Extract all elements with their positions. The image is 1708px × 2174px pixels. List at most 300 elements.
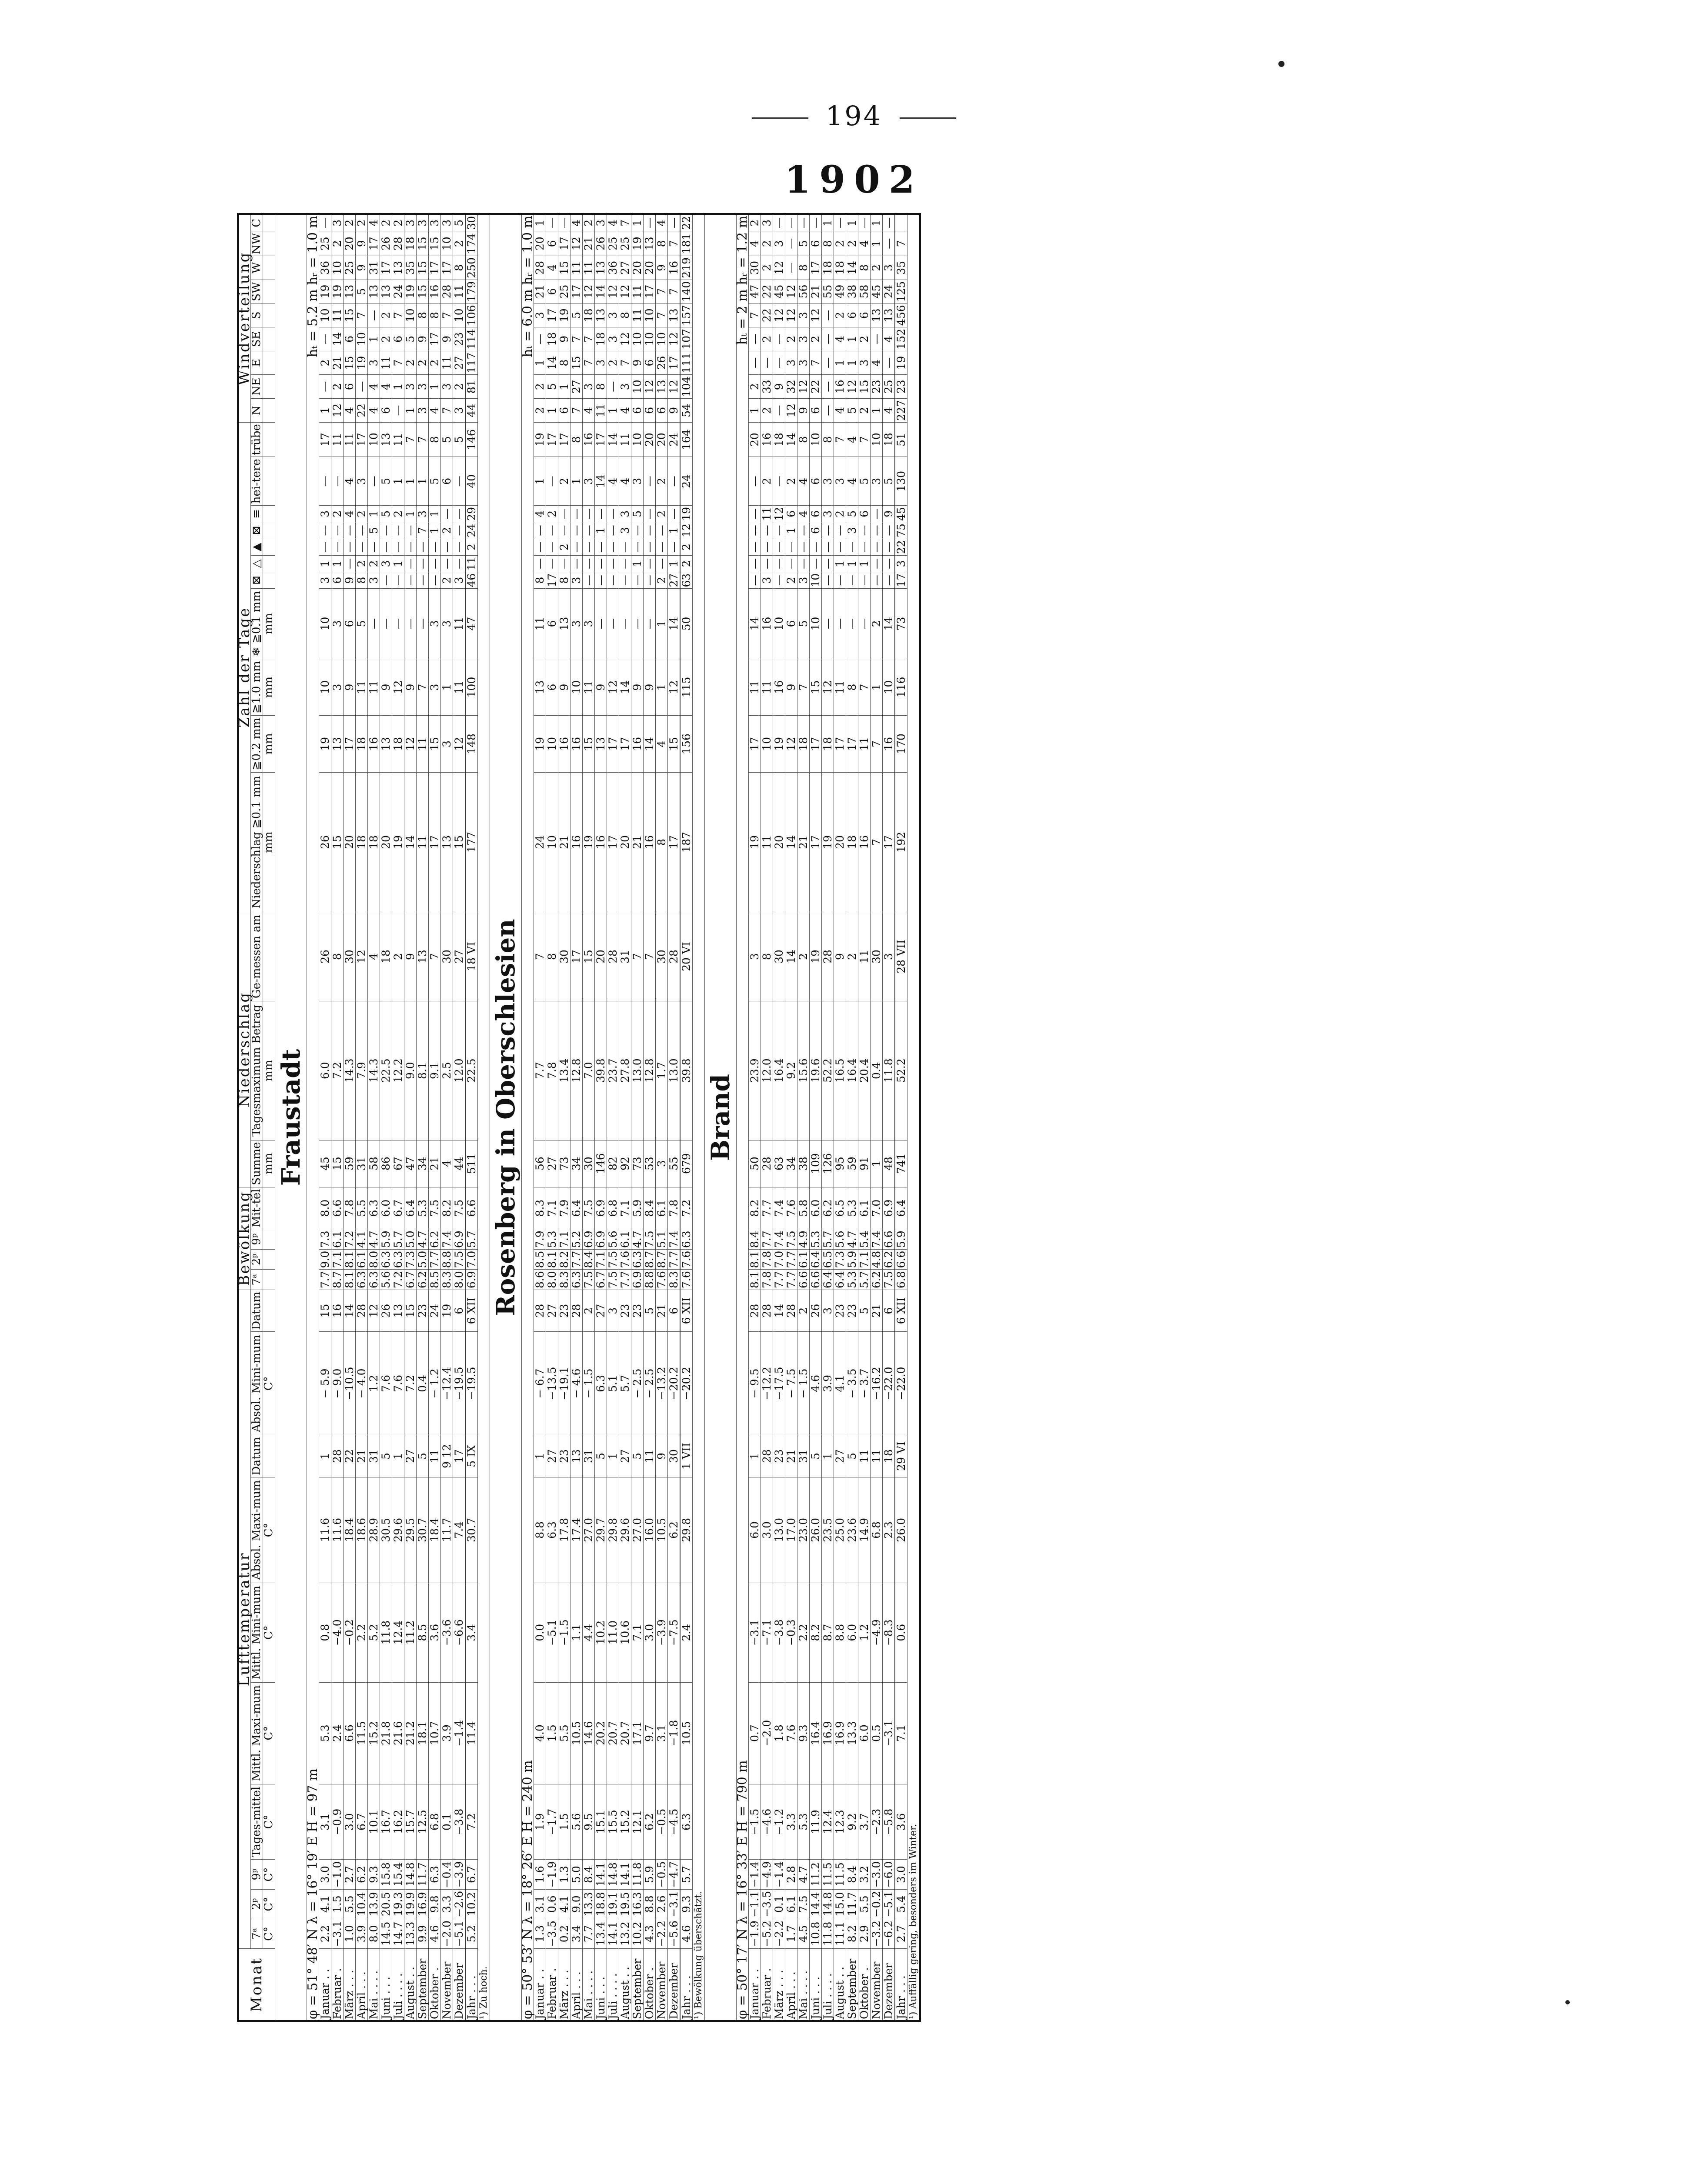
unit-header (263, 1187, 275, 1229)
table-cell: 19.6 (810, 1001, 822, 1140)
month-label: März . . . (773, 1949, 785, 2021)
table-cell: 6 (883, 1290, 895, 1332)
table-cell: 13.9 (368, 1889, 380, 1919)
table-cell: 9.7 (644, 1682, 656, 1784)
table-cell: — (883, 231, 895, 256)
table-cell: 115 (680, 659, 693, 715)
table-cell: 8.2 (810, 1583, 822, 1682)
table-cell: 11.7 (846, 1889, 858, 1919)
table-cell: — (558, 555, 570, 572)
table-cell: 4.1 (319, 1889, 331, 1919)
table-cell: 2 (558, 457, 570, 506)
month-label: Jahr . . . (680, 1949, 693, 2021)
table-cell: 14.8 (404, 1860, 417, 1889)
wind-instrument-height: hₜ = 5.2 m hᵣ = 1.0 m (307, 214, 319, 716)
table-cell: 12 (785, 303, 797, 327)
table-cell: 30 (749, 256, 761, 280)
table-cell: 5.6 (570, 1784, 583, 1860)
table-cell: −5.1 (883, 1889, 895, 1919)
table-cell: 5.5 (344, 1889, 356, 1919)
table-cell: 8 (858, 256, 871, 280)
table-row (631, 214, 644, 2021)
table-cell: 1 (631, 214, 644, 231)
table-row (883, 214, 895, 2021)
table-cell: 8.7 (822, 1583, 834, 1682)
table-cell: 4 (846, 422, 858, 457)
table-cell: 81 (465, 375, 478, 399)
table-cell: 7.5 (607, 1249, 619, 1269)
station-coord-row (737, 214, 749, 2021)
table-cell: 8 (546, 912, 558, 1001)
table-cell: 9 (644, 659, 656, 715)
table-cell: 27 (546, 1435, 558, 1477)
table-cell: — (822, 555, 834, 572)
year-title: 1902 (784, 158, 924, 202)
table-cell: 22 (810, 375, 822, 399)
table-cell: 11 (392, 422, 404, 457)
table-cell: 179 (465, 280, 478, 303)
table-cell: 15 (331, 1140, 344, 1187)
table-cell: 6.2 (644, 1784, 656, 1860)
table-cell: 3 (785, 351, 797, 375)
table-cell: 28 (570, 1290, 583, 1332)
table-cell: 7.0 (465, 1249, 478, 1269)
table-cell: 126 (822, 1140, 834, 1187)
table-cell: — (810, 539, 822, 555)
table-cell: 6.5 (822, 1249, 834, 1269)
table-cell: 18 (356, 772, 368, 912)
table-cell: 7.6 (619, 1249, 631, 1269)
table-cell: — (644, 457, 656, 506)
table-cell: 2 (834, 231, 846, 256)
column-header: ≡ (251, 506, 263, 522)
table-cell: 6.3 (595, 1332, 607, 1435)
table-cell: 4 (656, 716, 668, 772)
table-cell: 9.9 (417, 1919, 429, 1948)
table-cell: 9 (344, 572, 356, 588)
table-cell: — (749, 555, 761, 572)
table-cell: 32 (785, 375, 797, 399)
table-cell: 6 (441, 457, 453, 506)
table-cell: 5.9 (644, 1860, 656, 1889)
table-cell: 1 (668, 522, 681, 539)
table-cell: 15 (570, 351, 583, 375)
table-cell: — (785, 214, 797, 231)
footnote: ¹) Auffällig gering, besonders im Winter. (908, 1824, 919, 2019)
table-cell: 8 (534, 572, 546, 588)
table-cell: 9 12 (441, 1435, 453, 1477)
table-cell: 31 (368, 256, 380, 280)
table-cell: 8.0 (546, 1270, 558, 1290)
table-cell: 3 (319, 506, 331, 522)
table-cell: 6.0 (846, 1583, 858, 1682)
table-cell: 21 (785, 1435, 797, 1477)
table-cell: 12 (570, 231, 583, 256)
table-cell: −2.3 (871, 1784, 883, 1860)
table-cell: 5 (846, 1435, 858, 1477)
table-cell: 11 (570, 256, 583, 280)
table-cell: — (595, 539, 607, 555)
table-cell: 116 (895, 659, 907, 715)
table-cell: 4 (834, 399, 846, 423)
table-cell: 6 (785, 506, 797, 522)
month-label: September (417, 1949, 429, 2021)
table-cell: 14.9 (858, 1477, 871, 1583)
table-cell: 1 (534, 214, 546, 231)
table-cell: 9 (656, 1435, 668, 1477)
table-cell: — (773, 522, 785, 539)
table-cell: 4 (846, 457, 858, 506)
table-cell: — (583, 572, 595, 588)
table-cell: 2.6 (656, 1889, 668, 1919)
table-cell: 3 (607, 1290, 619, 1332)
table-cell: — (631, 522, 644, 539)
table-cell: 17 (895, 572, 907, 588)
table-cell: 6.6 (810, 1270, 822, 1290)
table-cell: 12 (619, 327, 631, 351)
table-cell: — (534, 522, 546, 539)
table-cell: 20 (749, 422, 761, 457)
month-label: Februar . (331, 1949, 344, 2021)
table-cell: 3 (834, 457, 846, 506)
table-cell: 22.5 (465, 1001, 478, 1140)
table-cell: — (846, 572, 858, 588)
table-cell: −3.5 (761, 1889, 773, 1919)
table-cell: 2.5 (441, 1001, 453, 1140)
table-cell: 21 (534, 280, 546, 303)
table-cell: 21 (656, 1290, 668, 1332)
table-cell: −22.0 (895, 1332, 907, 1435)
table-cell: 5.7 (619, 1332, 631, 1435)
table-cell: 63 (773, 1140, 785, 1187)
table-cell: 5.4 (858, 1229, 871, 1249)
table-cell: 18 (883, 422, 895, 457)
table-cell: — (785, 539, 797, 555)
table-cell: — (668, 457, 681, 506)
table-cell: −2.2 (773, 1919, 785, 1948)
table-cell: 7.5 (883, 1270, 895, 1290)
table-cell: 4 (858, 231, 871, 256)
table-cell: 5 (356, 280, 368, 303)
table-row (558, 214, 570, 2021)
table-cell: 20 (656, 422, 668, 457)
table-row (331, 214, 344, 2021)
column-header: ⊠ (251, 522, 263, 539)
table-cell: 2.2 (356, 1583, 368, 1682)
table-cell: 45 (319, 1140, 331, 1187)
station-name: Rosenberg in Oberschlesien (490, 214, 522, 2021)
table-cell: — (644, 506, 656, 522)
table-cell: 3 (331, 214, 344, 231)
table-cell: 21 (583, 231, 595, 256)
table-cell: 7.5 (453, 1187, 466, 1229)
table-cell: 21 (356, 1435, 368, 1477)
table-cell: 2.2 (319, 1919, 331, 1948)
table-cell: 10 (631, 422, 644, 457)
table-cell: 15.0 (834, 1889, 846, 1919)
table-cell: 13.2 (619, 1919, 631, 1948)
table-cell: 26 (319, 912, 331, 1001)
table-cell: 23 (895, 375, 907, 399)
table-cell: 28 (331, 1435, 344, 1477)
table-cell: 13 (380, 280, 392, 303)
table-cell: 7.4 (453, 1477, 466, 1583)
table-cell: 5.6 (834, 1229, 846, 1249)
table-cell: 11 (761, 772, 773, 912)
table-cell: 9 (356, 231, 368, 256)
table-cell: 25 (558, 280, 570, 303)
table-cell: 181 (680, 231, 693, 256)
table-cell: 114 (465, 327, 478, 351)
table-cell: 3 (797, 327, 810, 351)
table-cell: 10 (368, 422, 380, 457)
table-cell: −3.9 (453, 1860, 466, 1889)
table-cell: 4 (570, 214, 583, 231)
table-cell: — (810, 555, 822, 572)
table-cell: 3.0 (761, 1477, 773, 1583)
table-cell: 8.4 (846, 1860, 858, 1889)
table-cell: 18 (404, 231, 417, 256)
table-cell: − 5.9 (319, 1332, 331, 1435)
table-cell: 7.7 (785, 1270, 797, 1290)
table-cell: 44 (465, 399, 478, 423)
table-cell: 1 (441, 659, 453, 715)
table-cell: 7.1 (858, 1249, 871, 1269)
table-cell: — (822, 539, 834, 555)
table-cell: — (773, 399, 785, 423)
table-cell: −1.9 (749, 1919, 761, 1948)
table-cell: 7 (417, 522, 429, 539)
table-cell: 12.3 (834, 1784, 846, 1860)
table-cell: 9.3 (680, 1889, 693, 1919)
table-cell: 2 (429, 351, 441, 375)
wind-instrument-height: hₜ = 6.0 m hᵣ = 1.0 m (522, 214, 534, 716)
table-cell: 8.7 (656, 1249, 668, 1269)
table-cell: 9 (883, 506, 895, 522)
column-header: S (251, 303, 263, 327)
table-cell: 1 (631, 555, 644, 572)
table-cell: 146 (595, 1140, 607, 1187)
table-cell: 2 (810, 327, 822, 351)
table-cell: 125 (895, 280, 907, 303)
table-cell: 20 (344, 772, 356, 912)
table-cell: 6.4 (895, 1187, 907, 1229)
table-cell: 6 (656, 399, 668, 423)
month-label: November (656, 1949, 668, 2021)
table-cell: 4 (749, 231, 761, 256)
table-cell: — (441, 555, 453, 572)
table-cell: — (595, 555, 607, 572)
table-cell: 10 (761, 716, 773, 772)
table-cell: 12.8 (570, 1001, 583, 1140)
table-cell: — (785, 256, 797, 280)
table-cell: 10 (883, 659, 895, 715)
table-cell: 7 (404, 422, 417, 457)
table-cell: 5 (453, 214, 466, 231)
table-cell: 26.0 (810, 1477, 822, 1583)
table-cell: 0.2 (558, 1919, 570, 1948)
table-cell: 14 (595, 457, 607, 506)
table-cell: 1 (319, 555, 331, 572)
table-cell: 2 (797, 1290, 810, 1332)
table-cell: 27 (546, 1140, 558, 1187)
table-cell: — (834, 589, 846, 659)
table-cell: 11 (429, 1435, 441, 1477)
header-windverteilung: Windverteilung (238, 214, 251, 422)
table-cell: −2.2 (656, 1919, 668, 1948)
table-cell: — (858, 572, 871, 588)
table-cell: 14.5 (380, 1919, 392, 1948)
table-cell: 6.3 (680, 1784, 693, 1860)
table-cell: 7 (441, 303, 453, 327)
table-cell: 6 (810, 399, 822, 423)
table-cell: 6.5 (834, 1187, 846, 1229)
table-cell: 12 (331, 399, 344, 423)
month-label: Mai . . . . (797, 1949, 810, 2021)
table-row (607, 214, 619, 2021)
unit-header (263, 457, 275, 506)
table-body (275, 214, 921, 2021)
table-cell: 0.1 (441, 1784, 453, 1860)
table-cell: 22 (761, 303, 773, 327)
table-row (858, 214, 871, 2021)
table-cell: 1 (534, 351, 546, 375)
table-cell: 34 (417, 1140, 429, 1187)
table-cell: − 3.5 (846, 1332, 858, 1435)
table-cell: 17 (453, 1435, 466, 1477)
table-cell: 7 (749, 303, 761, 327)
table-cell: 4 (368, 375, 380, 399)
table-cell: 24 (392, 280, 404, 303)
table-cell: — (607, 589, 619, 659)
table-cell: 30 (656, 912, 668, 1001)
table-cell: 2 (749, 214, 761, 231)
table-cell: 5.3 (797, 1784, 810, 1860)
table-cell: −3.8 (773, 1583, 785, 1682)
table-cell: — (761, 351, 773, 375)
table-cell: 6 (344, 375, 356, 399)
table-row (668, 214, 681, 2021)
table-cell: 8 (595, 375, 607, 399)
table-cell: 9.3 (368, 1860, 380, 1889)
table-cell: 16 (570, 772, 583, 912)
table-cell: 23 (834, 1290, 846, 1332)
table-cell: 11.5 (834, 1860, 846, 1889)
table-cell: 3 (619, 522, 631, 539)
table-cell: 227 (895, 399, 907, 423)
table-cell: 8 (822, 231, 834, 256)
table-cell: 16 (595, 772, 607, 912)
table-cell: 11.5 (822, 1860, 834, 1889)
table-cell: 14 (883, 589, 895, 659)
table-cell: 18.6 (356, 1477, 368, 1583)
table-cell: 11.8 (380, 1583, 392, 1682)
table-cell: 22.5 (380, 1001, 392, 1140)
table-cell: 6 (546, 231, 558, 256)
table-cell: 5.2 (570, 1229, 583, 1249)
column-header: ≧0.2 mm (251, 716, 263, 772)
table-cell: 3 (404, 214, 417, 231)
table-cell: 2.7 (895, 1919, 907, 1948)
table-cell: 1 (846, 351, 858, 375)
table-cell: 4.1 (558, 1889, 570, 1919)
table-cell: — (871, 555, 883, 572)
table-cell: 3 (749, 912, 761, 1001)
table-cell: 12.4 (822, 1784, 834, 1860)
table-cell: 28 (785, 1290, 797, 1332)
table-cell: 11 (583, 256, 595, 280)
table-cell: 10 (570, 659, 583, 715)
table-cell: − 7.5 (785, 1332, 797, 1435)
table-cell: 5 (380, 457, 392, 506)
table-row (595, 214, 607, 2021)
table-cell: 3.3 (441, 1889, 453, 1919)
table-cell: 2 (404, 351, 417, 375)
table-cell: −0.5 (656, 1860, 668, 1889)
table-cell: — (871, 539, 883, 555)
table-row (644, 214, 656, 2021)
table-cell: 30 (583, 1140, 595, 1187)
table-cell: 7.6 (380, 1332, 392, 1435)
table-cell: 11 (344, 422, 356, 457)
table-cell: 3.4 (570, 1919, 583, 1948)
table-cell: 47 (465, 589, 478, 659)
table-cell: 7.4 (871, 1229, 883, 1249)
table-cell: −20.2 (668, 1332, 681, 1435)
table-cell: 0.0 (534, 1583, 546, 1682)
month-label: April . . . (570, 1949, 583, 2021)
table-cell: 6.3 (680, 1229, 693, 1249)
year-total-row (895, 214, 907, 2021)
table-cell: − 1.5 (797, 1332, 810, 1435)
table-cell: — (417, 539, 429, 555)
table-row (546, 214, 558, 2021)
table-cell: 19 (810, 912, 822, 1001)
table-cell: 26.0 (895, 1477, 907, 1583)
table-cell: 5 (356, 589, 368, 659)
unit-header: C° (263, 1583, 275, 1682)
table-cell: 1 (858, 555, 871, 572)
table-cell: 17 (810, 716, 822, 772)
table-cell: 4 (344, 457, 356, 506)
footnote-row (693, 214, 705, 2021)
station-coord-row (307, 214, 319, 2021)
table-cell: 11 (356, 659, 368, 715)
table-cell: 8.5 (429, 1270, 441, 1290)
table-cell: 44 (453, 1140, 466, 1187)
table-cell: −0.9 (331, 1784, 344, 1860)
table-cell: 12.1 (631, 1784, 644, 1860)
table-cell: 4.6 (429, 1919, 441, 1948)
table-cell: 2 (680, 539, 693, 555)
table-cell: 0.5 (871, 1682, 883, 1784)
table-cell: — (368, 589, 380, 659)
table-cell: — (392, 539, 404, 555)
table-cell: 2 (319, 351, 331, 375)
table-cell: 5.6 (380, 1270, 392, 1290)
table-cell: 7 (356, 303, 368, 327)
table-cell: 28 (761, 1140, 773, 1187)
table-cell: — (380, 572, 392, 588)
table-cell: 6.2 (871, 1270, 883, 1290)
table-cell: 6.0 (749, 1477, 761, 1583)
table-cell: 1 (834, 555, 846, 572)
table-cell: 5.2 (368, 1583, 380, 1682)
table-cell: 3 (895, 555, 907, 572)
column-header: Tages-mittel (251, 1784, 263, 1860)
table-cell: 6 (810, 506, 822, 522)
table-cell: 21.8 (380, 1682, 392, 1784)
